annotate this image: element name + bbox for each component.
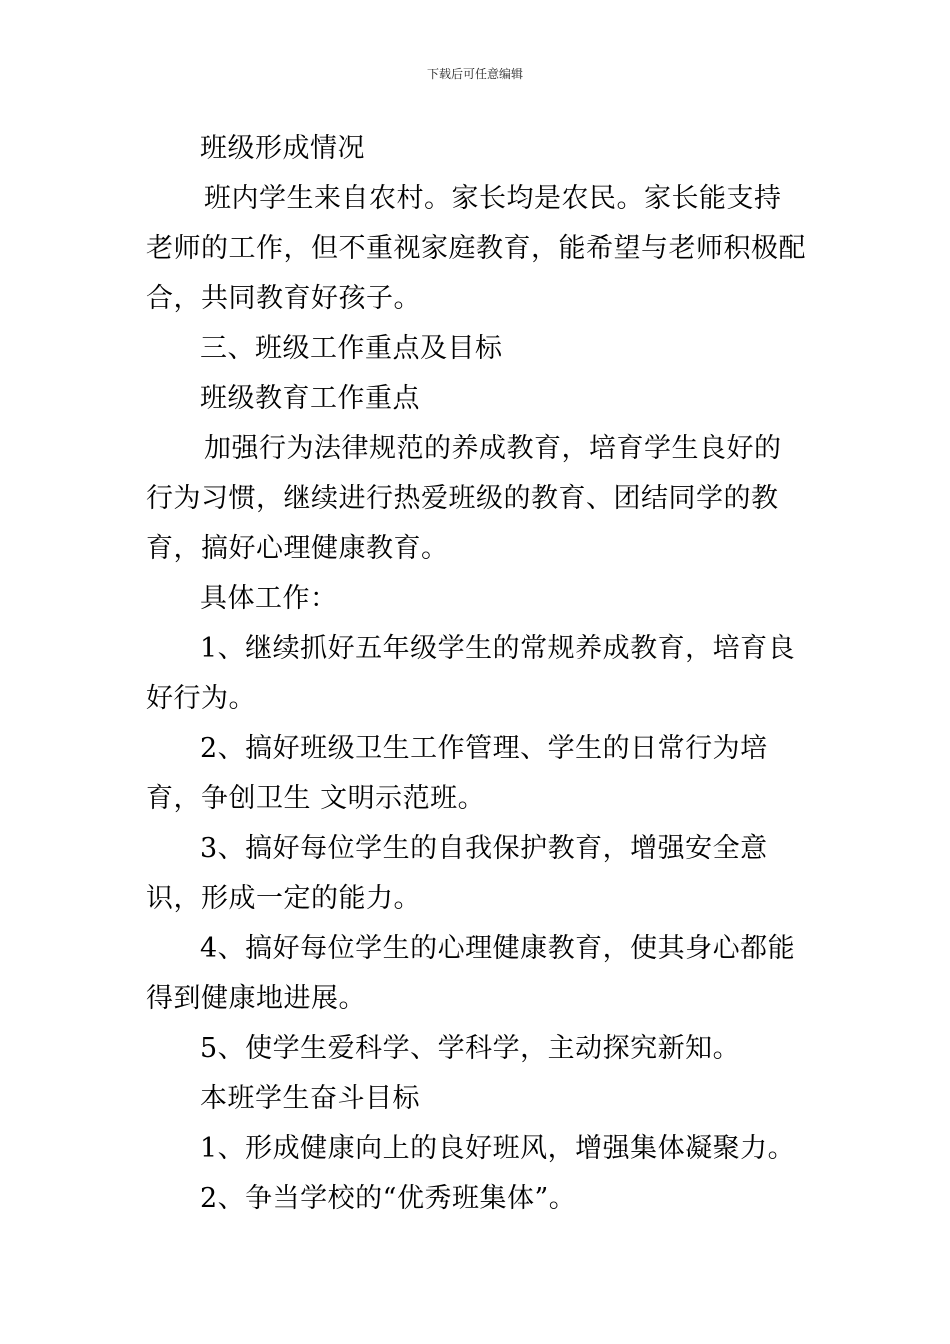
- list-item-goal-2: 2、争当学校的“优秀班集体”。: [200, 1183, 577, 1214]
- section-heading-class-situation: 班级形成情况: [200, 133, 365, 164]
- subheading-student-goals: 本班学生奋斗目标: [200, 1083, 420, 1114]
- section-heading-focus-goals: 三、班级工作重点及目标: [200, 333, 503, 364]
- subheading-education-focus: 班级教育工作重点: [200, 383, 420, 414]
- list-item-work-3: 3、搞好每位学生的自我保护教育，增强安全意识，形成一定的能力。: [146, 833, 768, 914]
- list-item-work-1: 1、继续抓好五年级学生的常规养成教育，培育良好行为。: [146, 633, 796, 714]
- download-note: 下载后可任意编辑: [426, 67, 523, 81]
- list-item-work-4: 4、搞好每位学生的心理健康教育，使其身心都能得到健康地进展。: [146, 933, 796, 1014]
- list-item-goal-1: 1、形成健康向上的良好班风，增强集体凝聚力。: [200, 1133, 796, 1164]
- list-item-work-5: 5、使学生爱科学、学科学，主动探究新知。: [200, 1033, 741, 1064]
- document-body: [146, 124, 806, 1224]
- paragraph-class-background: 班内学生来自农村。家长均是农民。家长能支持老师的工作，但不重视家庭教育，能希望与老师积极配合，共同教育好孩子。: [146, 183, 806, 314]
- subheading-specific-work: 具体工作：: [200, 583, 338, 614]
- paragraph-education-focus: 加强行为法律规范的养成教育，培育学生良好的行为习惯，继续进行热爱班级的教育、团结同学的教育，搞好心理健康教育。: [146, 433, 782, 564]
- list-item-work-2: 2、搞好班级卫生工作管理、学生的日常行为培育，争创卫生 文明示范班。: [146, 733, 768, 814]
